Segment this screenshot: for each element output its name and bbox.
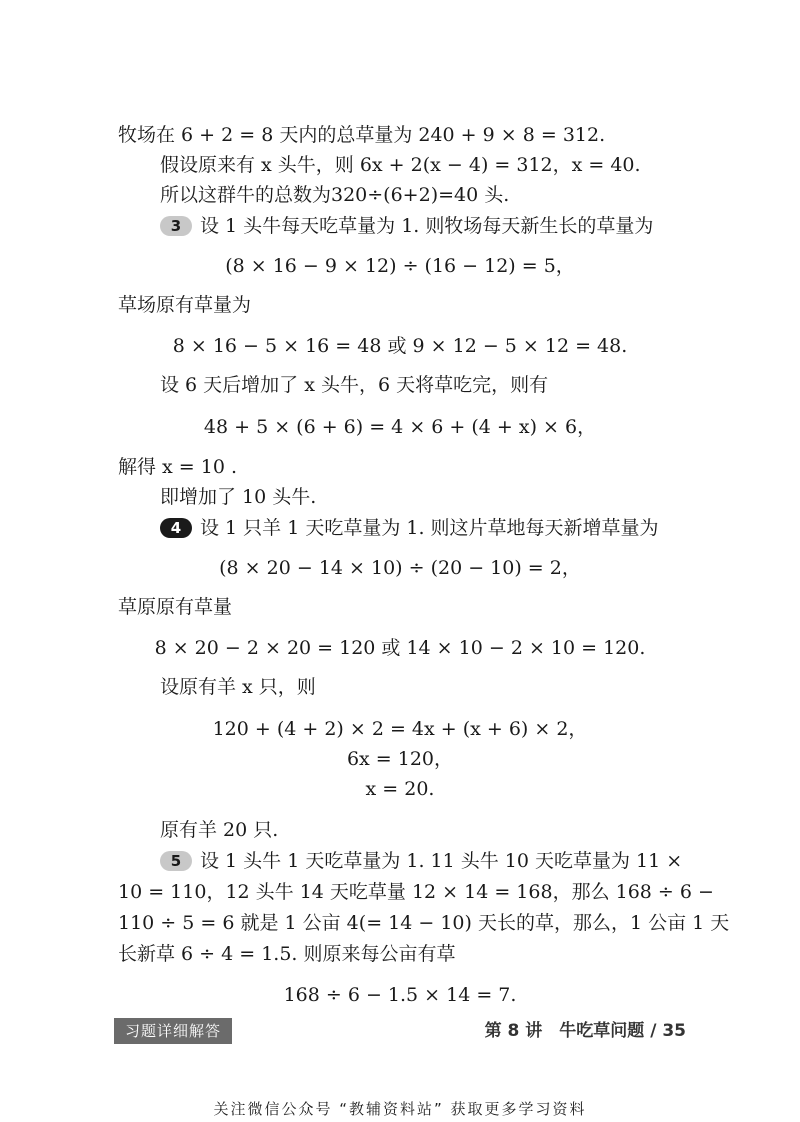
text-line: 设原有羊 x 只，则 xyxy=(160,676,316,698)
equation-line: (8 × 20 − 14 × 10) ÷ (20 − 10) = 2， xyxy=(219,557,581,579)
text-line: 设 1 头牛每天吃草量为 1. 则牧场每天新生长的草量为 xyxy=(200,215,654,237)
problem-number-badge: 5 xyxy=(160,851,192,871)
equation-line: 48 + 5 × (6 + 6) = 4 × 6 + (4 + x) × 6， xyxy=(203,416,597,438)
equation-line: (8 × 16 − 9 × 12) ÷ (16 − 12) = 5， xyxy=(225,255,575,277)
equation-line: 8 × 16 − 5 × 16 = 48 或 9 × 12 − 5 × 12 = 48. xyxy=(172,335,628,357)
problem-number-badge: 4 xyxy=(160,518,192,538)
text-line: 解得 x = 10 . xyxy=(118,456,238,478)
problem-number-badge: 3 xyxy=(160,216,192,236)
text-line: 所以这群牛的总数为320÷(6+2)=40 头. xyxy=(160,184,510,206)
text-line: 设 1 只羊 1 天吃草量为 1. 则这片草地每天新增草量为 xyxy=(200,517,659,539)
watermark-text: 关注微信公众号 “教辅资料站” 获取更多学习资料 xyxy=(213,1100,587,1118)
equation-line: 6x = 120， xyxy=(346,748,454,770)
problem-4-line xyxy=(160,515,659,541)
text-line: 110 ÷ 5 = 6 就是 1 公亩 4(= 14 − 10) 天长的草，那么，1 公亩 1 天 xyxy=(118,912,730,934)
equation-line: 8 × 20 − 2 × 20 = 120 或 14 × 10 − 2 × 10 = 120. xyxy=(154,637,646,659)
text-line: 假设原来有 x 头牛，则 6x + 2(x − 4) = 312，x = 40. xyxy=(160,154,641,176)
text-line: 原有羊 20 只. xyxy=(160,819,279,841)
section-tag: 习题详细解答 xyxy=(114,1018,232,1044)
text-line: 即增加了 10 头牛. xyxy=(160,486,317,508)
problem-5-line xyxy=(160,848,682,874)
problem-3-line xyxy=(160,213,653,239)
text-line: 设 6 天后增加了 x 头牛，6 天将草吃完，则有 xyxy=(160,374,549,396)
text-line: 10 = 110，12 头牛 14 天吃草量 12 × 14 = 168，那么 168 ÷ 6 − xyxy=(118,881,714,903)
text-line: 草原原有草量 xyxy=(118,596,233,618)
text-line: 设 1 头牛 1 天吃草量为 1. 11 头牛 10 天吃草量为 11 × xyxy=(200,850,683,872)
text-line: 牧场在 6 + 2 = 8 天内的总草量为 240 + 9 × 8 = 312. xyxy=(118,124,606,146)
equation-line: 168 ÷ 6 − 1.5 × 14 = 7. xyxy=(283,984,517,1006)
text-line: 长新草 6 ÷ 4 = 1.5. 则原来每公亩有草 xyxy=(118,943,456,965)
equation-line: x = 20. xyxy=(365,778,435,800)
chapter-page-number: 第 8 讲 牛吃草问题 / 35 xyxy=(484,1021,686,1041)
equation-line: 120 + (4 + 2) × 2 = 4x + (x + 6) × 2， xyxy=(212,718,588,740)
text-line: 草场原有草量为 xyxy=(118,294,252,316)
